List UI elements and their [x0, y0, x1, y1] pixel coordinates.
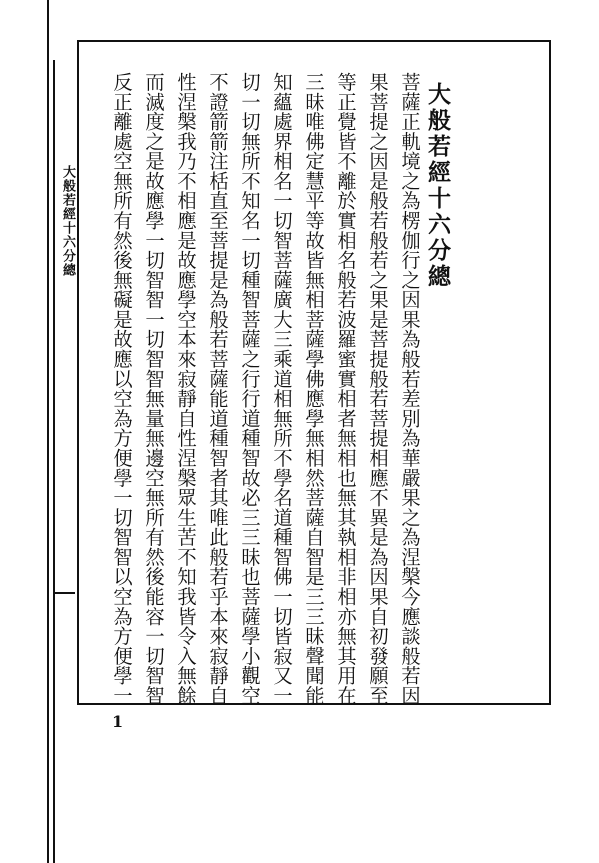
page-number: 1 [112, 712, 124, 731]
text-column-2: 果菩提之因是般若般若之果是菩提般若菩提相應不異是為因果自初發願至 [366, 72, 389, 706]
page-title: 大般若經十六分總 [424, 82, 451, 290]
text-column-7: 不證箭箭注栝直至菩提是為般若菩薩能道種智者其唯此般若乎本來寂靜自 [206, 72, 229, 706]
text-column-4: 三昧唯佛定慧平等故皆無相菩薩學佛應學無相然菩薩自智是三三昧聲聞能 [302, 72, 325, 706]
text-column-6: 切一切無所不知名一切種智菩薩之行行道種智故必三三昧也菩薩學小觀空 [238, 72, 261, 706]
spine-line-outer [47, 0, 49, 863]
text-column-3: 等正覺皆不離於實相名般若波羅蜜實相者無相也無其執相非相亦無其用在 [334, 72, 357, 706]
spine-line-inner [53, 60, 55, 863]
text-column-9: 而滅度之是故應學一切智智一切智智無量無邊空無所有然後能容一切智智 [142, 72, 165, 706]
text-column-10: 反正離處空無所有然後無礙是故應以空為方便學一切智智以空為方便學一 [110, 72, 133, 706]
spine-mark [55, 592, 75, 594]
text-column-5: 知蘊處界相名一切智菩薩廣大三乘道相無所不學名道種智佛一切皆寂又一 [270, 72, 293, 706]
text-column-1: 菩薩正軌境之為楞伽行之因果為般若差別為華嚴果之為涅槃今應談般若因 [398, 72, 421, 706]
spine-book-title: 大般若經十六分總 [60, 165, 75, 277]
text-column-8: 性涅槃我乃不相應是故應學空本來寂靜自性涅槃眾生苦不知我皆令入無餘 [174, 72, 197, 706]
